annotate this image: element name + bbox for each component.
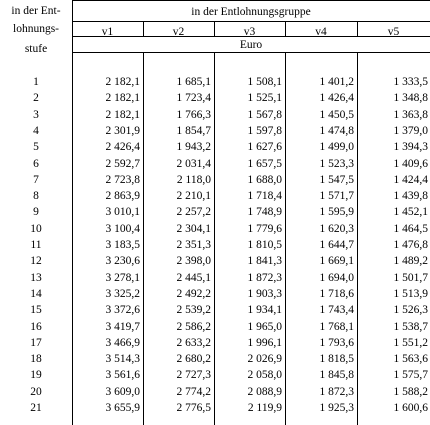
row-value-v2: 2 398,0 bbox=[176, 255, 211, 267]
row-stufe-cell: 4 bbox=[33, 125, 39, 137]
row-value-v3: 1 934,1 bbox=[247, 304, 282, 316]
row-value-v1: 3 100,4 bbox=[105, 223, 140, 235]
row-value-v1: 2 863,9 bbox=[105, 190, 140, 202]
row-stufe-cell: 3 bbox=[33, 109, 39, 121]
row-value-v1: 3 561,6 bbox=[105, 369, 140, 381]
row-value-v5: 1 501,7 bbox=[393, 272, 428, 284]
row-value-v5: 1 333,5 bbox=[393, 76, 428, 88]
row-value-v2: 1 854,7 bbox=[176, 125, 211, 137]
row-value-v4: 1 595,9 bbox=[319, 206, 354, 218]
row-value-v1: 3 183,5 bbox=[105, 239, 140, 251]
row-value-v1: 3 278,1 bbox=[105, 272, 140, 284]
row-value-v4: 1 718,6 bbox=[319, 288, 354, 300]
column-header-v1: v1 bbox=[101, 26, 114, 36]
row-value-v3: 1 872,3 bbox=[247, 272, 282, 284]
column-header-v3: v3 bbox=[243, 26, 256, 36]
row-stufe-cell: 20 bbox=[30, 386, 42, 398]
row-value-v5: 1 476,8 bbox=[393, 239, 428, 251]
row-value-v5: 1 575,7 bbox=[393, 369, 428, 381]
row-value-v5: 1 348,8 bbox=[393, 92, 428, 104]
row-value-v1: 3 325,2 bbox=[105, 288, 140, 300]
row-value-v3: 1 525,1 bbox=[247, 92, 282, 104]
row-value-v2: 1 766,3 bbox=[176, 109, 211, 121]
row-value-v5: 1 464,5 bbox=[393, 223, 428, 235]
row-value-v5: 1 551,2 bbox=[393, 337, 428, 349]
row-stufe-cell: 16 bbox=[30, 321, 42, 333]
row-value-v1: 2 301,9 bbox=[105, 125, 140, 137]
row-value-v3: 1 810,5 bbox=[247, 239, 282, 251]
row-value-v3: 1 841,3 bbox=[247, 255, 282, 267]
row-value-v1: 3 655,9 bbox=[105, 402, 140, 414]
column-header-v4: v4 bbox=[315, 26, 327, 36]
top-rule bbox=[72, 0, 430, 1]
row-value-v1: 3 230,6 bbox=[105, 255, 140, 267]
row-stufe-cell: 1 bbox=[33, 76, 39, 88]
row-value-v5: 1 452,1 bbox=[393, 206, 428, 218]
row-stufe-cell: 9 bbox=[33, 206, 39, 218]
row-value-v4: 1 743,4 bbox=[319, 304, 354, 316]
stub-header-line-3: stufe bbox=[24, 43, 48, 55]
unit-label: Euro bbox=[239, 39, 263, 51]
row-value-v5: 1 600,6 bbox=[393, 402, 428, 414]
row-value-v4: 1 547,5 bbox=[319, 174, 354, 186]
row-stufe-cell: 5 bbox=[33, 141, 39, 153]
row-value-v5: 1 439,8 bbox=[393, 190, 428, 202]
row-stufe-cell: 7 bbox=[33, 174, 39, 186]
row-value-v4: 1 450,5 bbox=[319, 109, 354, 121]
row-value-v1: 3 466,9 bbox=[105, 337, 140, 349]
row-stufe-cell: 13 bbox=[30, 272, 42, 284]
row-stufe-cell: 21 bbox=[30, 402, 42, 414]
row-value-v5: 1 489,2 bbox=[393, 255, 428, 267]
row-value-v5: 1 394,3 bbox=[393, 141, 428, 153]
row-value-v3: 1 779,6 bbox=[247, 223, 282, 235]
row-value-v3: 1 688,0 bbox=[247, 174, 282, 186]
row-value-v5: 1 363,8 bbox=[393, 109, 428, 121]
row-value-v2: 2 774,2 bbox=[176, 386, 211, 398]
row-value-v4: 1 644,7 bbox=[319, 239, 354, 251]
row-value-v4: 1 925,3 bbox=[319, 402, 354, 414]
row-value-v1: 2 182,1 bbox=[105, 92, 140, 104]
row-stufe-cell: 10 bbox=[30, 223, 42, 235]
row-value-v2: 2 118,0 bbox=[176, 174, 211, 186]
row-value-v3: 1 903,3 bbox=[247, 288, 282, 300]
row-value-v4: 1 694,0 bbox=[319, 272, 354, 284]
row-value-v3: 1 718,4 bbox=[247, 190, 282, 202]
row-value-v2: 2 727,3 bbox=[176, 369, 211, 381]
row-value-v4: 1 620,3 bbox=[319, 223, 354, 235]
row-value-v5: 1 424,4 bbox=[393, 174, 428, 186]
row-stufe-cell: 2 bbox=[33, 92, 39, 104]
row-value-v2: 2 776,5 bbox=[176, 402, 211, 414]
column-header-v2: v2 bbox=[172, 26, 185, 36]
column-header-row bbox=[72, 22, 430, 36]
column-header-v5: v5 bbox=[387, 26, 400, 36]
row-value-v5: 1 563,6 bbox=[393, 353, 428, 365]
row-value-v3: 1 627,6 bbox=[247, 141, 282, 153]
row-value-v5: 1 538,7 bbox=[393, 321, 428, 333]
row-stufe-cell: 17 bbox=[30, 337, 42, 349]
row-value-v1: 3 514,3 bbox=[105, 353, 140, 365]
row-value-v3: 1 567,8 bbox=[247, 109, 282, 121]
row-value-v2: 2 257,2 bbox=[176, 206, 211, 218]
row-value-v1: 2 723,8 bbox=[105, 174, 140, 186]
row-value-v4: 1 401,2 bbox=[319, 76, 354, 88]
row-stufe-cell: 14 bbox=[30, 288, 42, 300]
row-value-v1: 2 182,1 bbox=[105, 109, 140, 121]
stub-header bbox=[0, 0, 72, 36]
row-stufe-cell: 19 bbox=[30, 369, 42, 381]
row-stufe-cell: 8 bbox=[33, 190, 39, 202]
unit-rule bbox=[72, 52, 430, 53]
row-value-v3: 2 088,9 bbox=[247, 386, 282, 398]
row-value-v2: 2 633,2 bbox=[176, 337, 211, 349]
stub-header-line-1: in der Ent- bbox=[11, 5, 61, 17]
row-value-v2: 2 680,2 bbox=[176, 353, 211, 365]
row-stufe-cell: 15 bbox=[30, 304, 42, 316]
row-value-v1: 3 372,6 bbox=[105, 304, 140, 316]
row-value-v2: 2 351,3 bbox=[176, 239, 211, 251]
row-value-v5: 1 513,9 bbox=[393, 288, 428, 300]
group-header-title: in der Entlohnungsgruppe bbox=[191, 6, 311, 18]
row-value-v2: 2 304,1 bbox=[176, 223, 211, 235]
row-value-v2: 1 685,1 bbox=[176, 76, 211, 88]
row-value-v3: 1 996,1 bbox=[247, 337, 282, 349]
row-value-v4: 1 818,5 bbox=[319, 353, 354, 365]
row-value-v4: 1 872,3 bbox=[319, 386, 354, 398]
row-value-v2: 2 210,1 bbox=[176, 190, 211, 202]
row-stufe-cell: 6 bbox=[33, 158, 39, 170]
row-value-v4: 1 845,8 bbox=[319, 369, 354, 381]
row-value-v4: 1 669,1 bbox=[319, 255, 354, 267]
row-value-v3: 1 748,9 bbox=[247, 206, 282, 218]
row-value-v4: 1 499,0 bbox=[319, 141, 354, 153]
row-value-v3: 2 058,0 bbox=[247, 369, 282, 381]
stub-header-line-2: lohnungs- bbox=[13, 23, 59, 35]
row-value-v5: 1 409,6 bbox=[393, 158, 428, 170]
row-value-v1: 2 426,4 bbox=[105, 141, 140, 153]
row-value-v3: 1 965,0 bbox=[247, 321, 282, 333]
row-value-v2: 2 031,4 bbox=[176, 158, 211, 170]
row-value-v3: 1 657,5 bbox=[247, 158, 282, 170]
row-value-v4: 1 793,6 bbox=[319, 337, 354, 349]
row-value-v3: 2 026,9 bbox=[247, 353, 282, 365]
row-value-v4: 1 571,7 bbox=[319, 190, 354, 202]
row-value-v3: 2 119,9 bbox=[247, 402, 282, 414]
row-stufe-cell: 11 bbox=[30, 239, 42, 251]
row-value-v2: 2 445,1 bbox=[176, 272, 211, 284]
row-stufe-cell: 12 bbox=[30, 255, 42, 267]
row-value-v4: 1 523,3 bbox=[319, 158, 354, 170]
row-value-v2: 2 492,2 bbox=[176, 288, 211, 300]
row-value-v1: 3 010,1 bbox=[105, 206, 140, 218]
row-value-v4: 1 426,4 bbox=[319, 92, 354, 104]
row-value-v5: 1 526,3 bbox=[393, 304, 428, 316]
row-value-v1: 3 609,0 bbox=[105, 386, 140, 398]
column-header-rule bbox=[72, 36, 430, 37]
row-value-v2: 2 586,2 bbox=[176, 321, 211, 333]
row-value-v4: 1 768,1 bbox=[319, 321, 354, 333]
row-value-v3: 1 508,1 bbox=[247, 76, 282, 88]
row-value-v1: 2 182,1 bbox=[105, 76, 140, 88]
row-value-v4: 1 474,8 bbox=[319, 125, 354, 137]
row-stufe-cell: 18 bbox=[30, 353, 42, 365]
row-value-v2: 1 943,2 bbox=[176, 141, 211, 153]
row-value-v3: 1 597,8 bbox=[247, 125, 282, 137]
row-value-v2: 2 539,2 bbox=[176, 304, 211, 316]
row-value-v1: 3 419,7 bbox=[105, 321, 140, 333]
row-value-v5: 1 588,2 bbox=[393, 386, 428, 398]
row-value-v5: 1 379,0 bbox=[393, 125, 428, 137]
row-value-v2: 1 723,4 bbox=[176, 92, 211, 104]
row-value-v1: 2 592,7 bbox=[105, 158, 140, 170]
